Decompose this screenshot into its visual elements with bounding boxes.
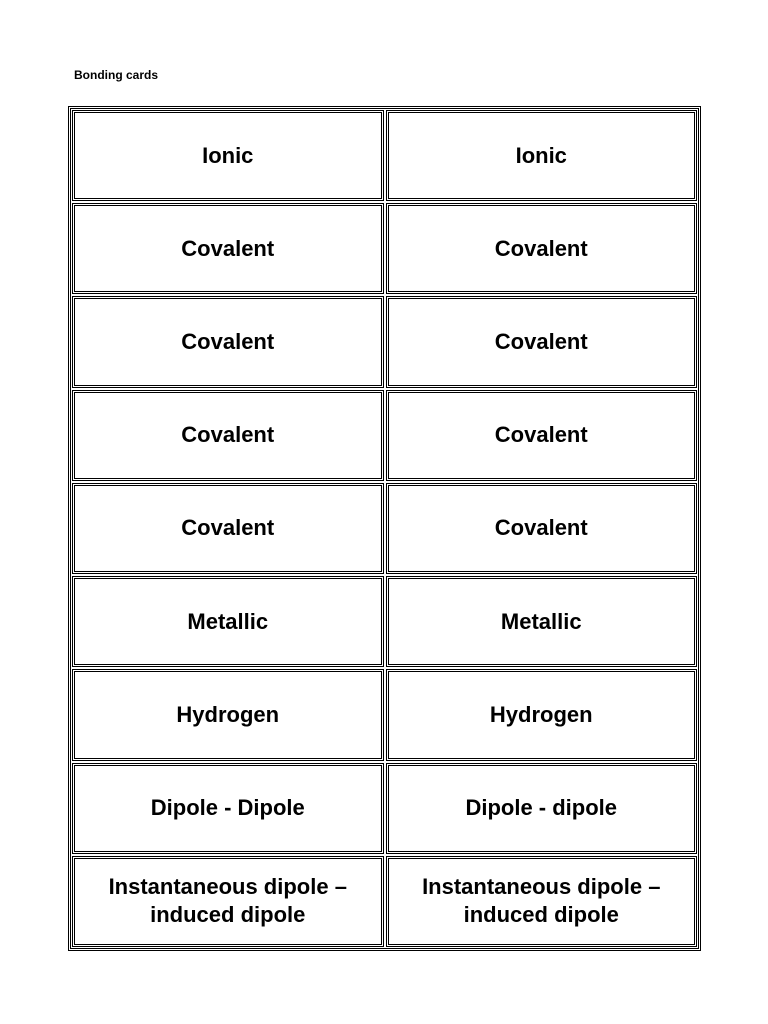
card-covalent-left: Covalent	[72, 203, 384, 294]
card-covalent-left: Covalent	[72, 296, 384, 387]
card-covalent-right: Covalent	[386, 483, 698, 574]
document-title: Bonding cards	[74, 68, 159, 82]
card-metallic-right: Metallic	[386, 576, 698, 667]
card-instantaneous-dipole-right: Instantaneous dipole – induced dipole	[386, 856, 698, 947]
card-covalent-right: Covalent	[386, 203, 698, 294]
card-hydrogen-right: Hydrogen	[386, 669, 698, 760]
card-dipole-dipole-left: Dipole - Dipole	[72, 763, 384, 854]
card-metallic-left: Metallic	[72, 576, 384, 667]
card-covalent-left: Covalent	[72, 483, 384, 574]
card-covalent-left: Covalent	[72, 390, 384, 481]
card-covalent-right: Covalent	[386, 390, 698, 481]
bonding-cards-table	[68, 106, 701, 951]
card-ionic-left: Ionic	[72, 110, 384, 201]
card-hydrogen-left: Hydrogen	[72, 669, 384, 760]
card-instantaneous-dipole-left: Instantaneous dipole – induced dipole	[72, 856, 384, 947]
card-covalent-right: Covalent	[386, 296, 698, 387]
card-ionic-right: Ionic	[386, 110, 698, 201]
card-dipole-dipole-right: Dipole - dipole	[386, 763, 698, 854]
